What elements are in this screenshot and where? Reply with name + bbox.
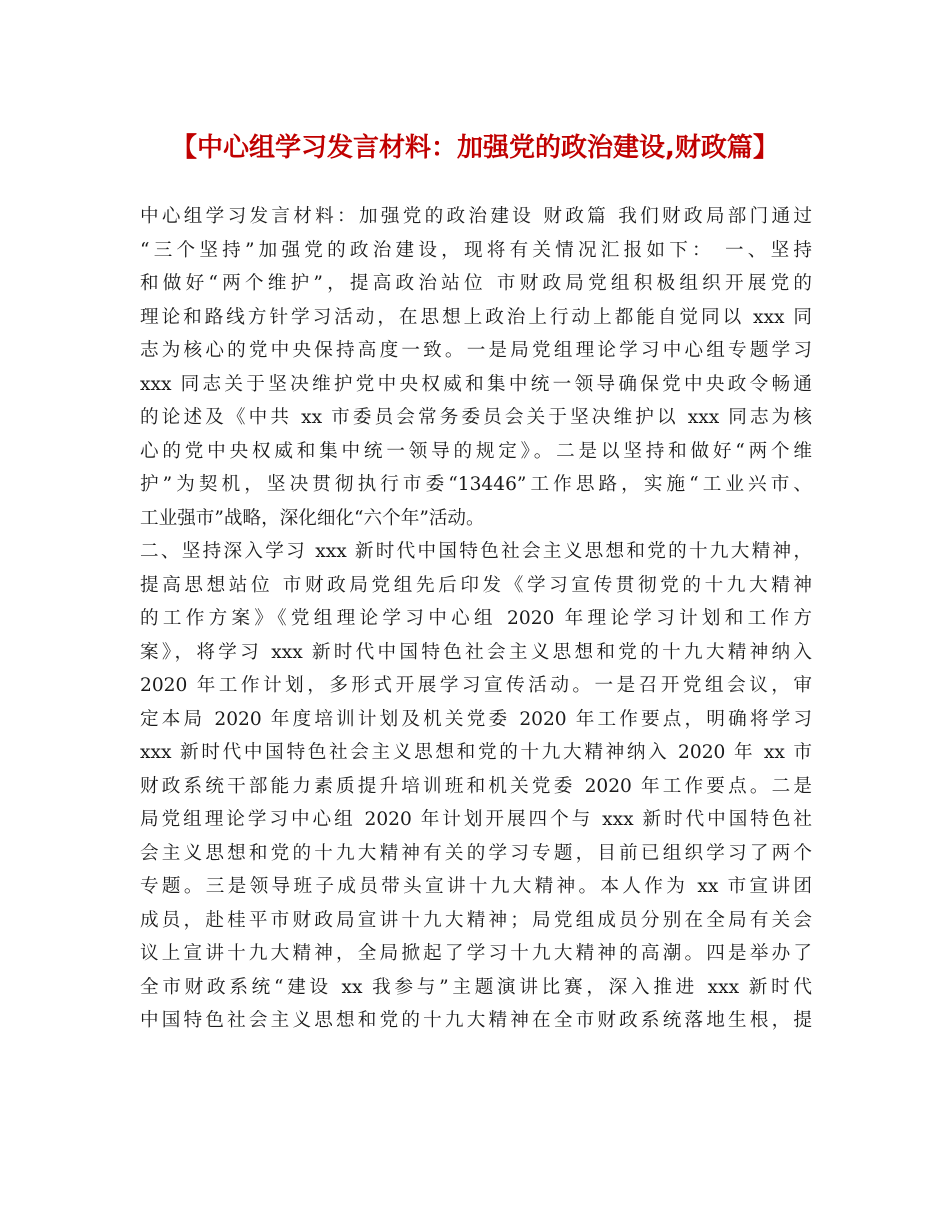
body-line: “三个坚持”加强党的政治建设，现将有关情况汇报如下： 一、坚持 — [140, 239, 812, 261]
body-line: 成员，赴桂平市财政局宣讲十九大精神；局党组成员分别在全局有关会 — [140, 909, 812, 931]
document-body — [140, 200, 812, 1038]
body-line: 和做好“两个维护”，提高政治站位 市财政局党组积极组织开展党的 — [140, 273, 812, 294]
body-line: 提高思想站位 市财政局党组先后印发《学习宣传贯彻党的十九大精神 — [140, 574, 812, 596]
body-line: 全市财政系统“建设 xx 我参与”主题演讲比赛，深入推进 xxx 新时代 — [140, 976, 812, 998]
body-line: 心的党中央权威和集中统一领导的规定》。二是以坚持和做好“两个维 — [140, 440, 812, 462]
body-line: 局党组理论学习中心组 2020 年计划开展四个与 xxx 新时代中国特色社 — [140, 809, 812, 830]
body-line: 护”为契机，坚决贯彻执行市委“13446”工作思路，实施“工业兴市、 — [140, 474, 812, 495]
body-line: 志为核心的党中央保持高度一致。一是局党组理论学习中心组专题学习 — [140, 340, 812, 361]
body-line: 二、坚持深入学习 xxx 新时代中国特色社会主义思想和党的十九大精神， — [140, 541, 812, 562]
body-line: xxx 新时代中国特色社会主义思想和党的十九大精神纳入 2020 年 xx 市 — [140, 742, 812, 763]
body-line: 会主义思想和党的十九大精神有关的学习专题，目前已组织学习了两个 — [140, 842, 812, 864]
body-line: 财政系统干部能力素质提升培训班和机关党委 2020 年工作要点。二是 — [140, 775, 812, 797]
body-line: 的工作方案》《党组理论学习中心组 2020 年理论学习计划和工作方 — [140, 608, 812, 629]
body-line: 理论和路线方针学习活动，在思想上政治上行动上都能自觉同以 xxx 同 — [140, 306, 812, 328]
body-line: 中心组学习发言材料：加强党的政治建设 财政篇 我们财政局部门通过 — [140, 206, 812, 227]
body-line: xxx 同志关于坚决维护党中央权威和集中统一领导确保党中央政令畅通 — [140, 373, 812, 395]
body-line: 中国特色社会主义思想和党的十九大精神在全市财政系统落地生根，提 — [140, 1010, 812, 1031]
body-line: 工业强市”战略，深化细化“六个年”活动。 — [140, 507, 485, 529]
document-title: 【中心组学习发言材料：加强党的政治建设,财政篇】 — [171, 133, 779, 163]
body-line: 定本局 2020 年度培训计划及机关党委 2020 年工作要点，明确将学习 — [140, 708, 812, 730]
body-line: 案》，将学习 xxx 新时代中国特色社会主义思想和党的十九大精神纳入 — [140, 641, 812, 663]
body-line: 2020 年工作计划，多形式开展学习宣传活动。一是召开党组会议，审 — [140, 675, 812, 696]
body-line: 议上宣讲十九大精神，全局掀起了学习十九大精神的高潮。四是举办了 — [140, 943, 812, 964]
body-line: 的论述及《中共 xx 市委员会常务委员会关于坚决维护以 xxx 同志为核 — [140, 407, 812, 428]
body-line: 专题。三是领导班子成员带头宣讲十九大精神。本人作为 xx 市宣讲团 — [140, 876, 812, 897]
